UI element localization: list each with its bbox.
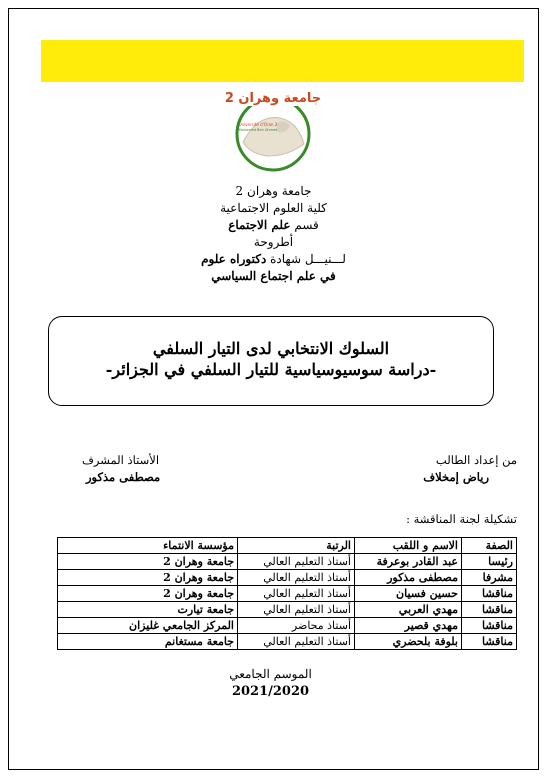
header-name: الاسم و اللقب (355, 538, 462, 554)
table-row (58, 570, 517, 586)
header-rank: الرتبة (238, 538, 355, 554)
cell-rank: أستاذ التعليم العالي (238, 570, 355, 586)
supervisor-label: الأستاذ المشرف (82, 453, 160, 467)
cell-name: مهدي قصير (355, 618, 462, 634)
student-label: من إعداد الطالب (435, 453, 517, 467)
cell-name: مهدي العربي (355, 602, 462, 618)
thesis-subtitle: -دراسة سوسيوسياسية للتيار السلفي في الجزائر- (105, 360, 437, 379)
cell-role: مناقشا (462, 634, 517, 650)
cell-role: مناقشا (462, 602, 517, 618)
table-header-row (58, 538, 517, 554)
table-row (58, 554, 517, 570)
degree-name: دكتوراه علوم (201, 252, 267, 266)
svg-text:جامعة وهران 2: جامعة وهران 2 (224, 91, 322, 106)
svg-text:Mohamed Ben Ahmed: Mohamed Ben Ahmed (238, 128, 278, 132)
thesis-title-box (48, 316, 494, 406)
committee-heading: تشكيلة لجنة المناقشة : (406, 512, 517, 526)
degree-line (0, 252, 547, 267)
cell-institution: جامعة وهران 2 (58, 570, 238, 586)
table-row (58, 602, 517, 618)
cell-rank: أستاذ التعليم العالي (238, 554, 355, 570)
cell-role: مناقشا (462, 618, 517, 634)
cell-name: مصطفى مذكور (355, 570, 462, 586)
thesis-title: السلوك الانتخابي لدى التيار السلفي (152, 339, 390, 358)
cell-role: مناقشا (462, 586, 517, 602)
cell-role: مشرفا (462, 570, 517, 586)
svg-text:Université d'Oran 2: Université d'Oran 2 (238, 122, 278, 127)
specialty: في علم اجتماع السياسي (211, 269, 336, 283)
cell-institution: جامعة تيارت (58, 602, 238, 618)
cell-institution: المركز الجامعي غليزان (58, 618, 238, 634)
cell-name: بلوفة بلحضري (355, 634, 462, 650)
table-row (58, 634, 517, 650)
department-prefix: قسم (290, 218, 319, 232)
university-name: جامعة وهران 2 (235, 184, 312, 198)
cell-name: عبد القادر بوعرفة (355, 554, 462, 570)
yellow-banner (41, 40, 524, 82)
cell-institution: جامعة وهران 2 (58, 554, 238, 570)
degree-prefix: لـــنيـــل شهادة (266, 252, 346, 266)
cell-name: حسين فسيان (355, 586, 462, 602)
academic-year: 2021/2020 (231, 684, 310, 699)
department-line (0, 218, 547, 233)
thesis-label: أطروحة (253, 235, 294, 249)
cell-institution: جامعة مستغانم (58, 634, 238, 650)
cell-rank: أستاذ التعليم العالي (238, 634, 355, 650)
supervisor-name: مصطفى مذكور (86, 470, 161, 484)
cell-rank: أستاذ التعليم العالي (238, 602, 355, 618)
department-name: علم الاجتماع (228, 218, 291, 232)
faculty-name: كلية العلوم الاجتماعية (220, 201, 327, 215)
header-institution: مؤسسة الانتماء (58, 538, 238, 554)
cell-rank: أستاذ التعليم العالي (238, 586, 355, 602)
cell-institution: جامعة وهران 2 (58, 586, 238, 602)
academic-season-label: الموسم الجامعي (229, 667, 312, 681)
cell-role: رئيسا (462, 554, 517, 570)
table-row (58, 586, 517, 602)
student-name: رياض إمخلاف (423, 470, 489, 484)
university-logo-icon (218, 84, 328, 174)
cell-rank: أستاذ محاضر (238, 618, 355, 634)
header-role: الصفة (462, 538, 517, 554)
committee-table (57, 537, 517, 650)
table-row (58, 618, 517, 634)
